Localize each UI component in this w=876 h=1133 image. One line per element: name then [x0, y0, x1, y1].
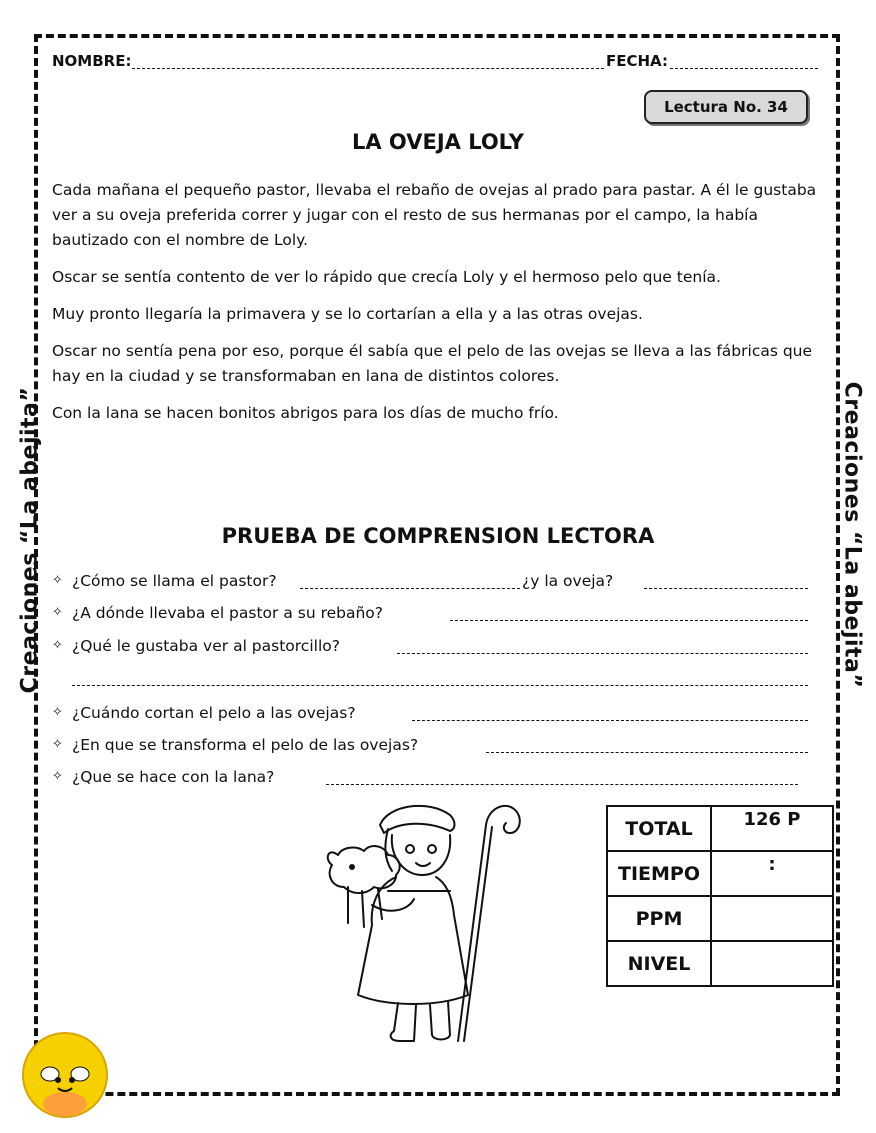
- score-value[interactable]: [711, 896, 833, 941]
- answer-line[interactable]: [412, 720, 808, 721]
- question-text: ¿A dónde llevaba el pastor a su rebaño?: [72, 604, 384, 622]
- table-row: [607, 806, 833, 851]
- story-text: [52, 178, 820, 438]
- side-credit-right: Creaciones “La abejita”: [839, 381, 865, 689]
- shepherd-with-lamb-icon: [318, 795, 538, 1043]
- diamond-bullet-icon: ✧: [52, 737, 63, 752]
- answer-line[interactable]: [326, 784, 798, 785]
- fecha-field[interactable]: [670, 68, 818, 69]
- question-text-second: ¿y la oveja?: [522, 572, 614, 590]
- question-5: [52, 736, 812, 758]
- question-text: ¿Cómo se llama el pastor?: [72, 572, 277, 590]
- question-3: [52, 637, 812, 659]
- answer-line[interactable]: [300, 588, 520, 589]
- diamond-bullet-icon: ✧: [52, 705, 63, 720]
- score-label: TIEMPO: [607, 851, 711, 896]
- paragraph: Con la lana se hacen bonitos abrigos para los días de mucho frío.: [52, 404, 559, 422]
- score-label: PPM: [607, 896, 711, 941]
- diamond-bullet-icon: ✧: [52, 605, 63, 620]
- table-row: [607, 851, 833, 896]
- score-value[interactable]: 126 P: [711, 806, 833, 851]
- paragraph: Oscar no sentía pena por eso, porque él sabía que el pelo de las ovejas se lleva a las fábricas que hay en la ciudad y se transformaban en lana de distintos colores.: [52, 342, 813, 385]
- score-table: [606, 805, 834, 987]
- paragraph: Oscar se sentía contento de ver lo rápido que crecía Loly y el hermoso pelo que tenía.: [52, 268, 721, 286]
- header-fields: [52, 52, 818, 76]
- fecha-label: FECHA:: [606, 52, 668, 70]
- story-title: LA OVEJA LOLY: [351, 130, 524, 154]
- paragraph: Cada mañana el pequeño pastor, llevaba el rebaño de ovejas al prado para pastar. A él le gustaba ver a su oveja preferida correr y jugar con el resto de sus hermanas por el campo, la había bautizado con el nombre de Loly.: [52, 181, 817, 249]
- lectura-badge: Lectura No. 34: [644, 90, 808, 124]
- table-row: [607, 896, 833, 941]
- score-label: NIVEL: [607, 941, 711, 986]
- answer-line[interactable]: [450, 620, 808, 621]
- answer-line[interactable]: [644, 588, 808, 589]
- paragraph: Muy pronto llegaría la primavera y se lo cortarían a ella y a las otras ovejas.: [52, 305, 643, 323]
- score-value[interactable]: [711, 941, 833, 986]
- score-value[interactable]: :: [711, 851, 833, 896]
- diamond-bullet-icon: ✧: [52, 573, 63, 588]
- side-credit-left: Creaciones “La abejita”: [17, 386, 43, 694]
- question-4: [52, 704, 812, 726]
- question-text: ¿Cuándo cortan el pelo a las ovejas?: [72, 704, 356, 722]
- nombre-field[interactable]: [132, 68, 604, 69]
- score-label: TOTAL: [607, 806, 711, 851]
- answer-line-extra[interactable]: [72, 685, 808, 686]
- question-1: [52, 572, 812, 594]
- question-text: ¿Qué le gustaba ver al pastorcillo?: [72, 637, 340, 655]
- answer-line[interactable]: [397, 653, 808, 654]
- answer-line[interactable]: [486, 752, 808, 753]
- bee-logo-icon: [20, 1030, 110, 1120]
- question-2: [52, 604, 812, 626]
- nombre-label: NOMBRE:: [52, 52, 132, 70]
- question-text: ¿En que se transforma el pelo de las ovejas?: [72, 736, 419, 754]
- diamond-bullet-icon: ✧: [52, 769, 63, 784]
- question-text: ¿Que se hace con la lana?: [72, 768, 275, 786]
- section-title: PRUEBA DE COMPRENSION LECTORA: [221, 524, 655, 548]
- diamond-bullet-icon: ✧: [52, 638, 63, 653]
- question-6: [52, 768, 812, 790]
- table-row: [607, 941, 833, 986]
